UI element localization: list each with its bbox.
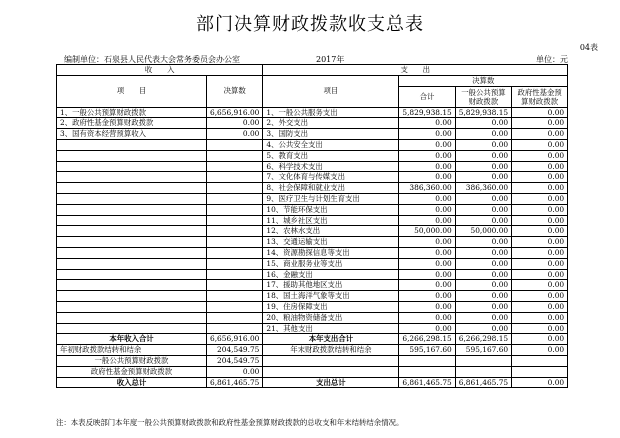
expense-total-value: 0.00 <box>399 247 455 258</box>
expense-total-value: 5,829,938.15 <box>399 107 455 118</box>
empty-cell <box>399 366 455 377</box>
income-item-value: 6,656,916.00 <box>207 107 263 118</box>
expense-total-value: 0.00 <box>399 237 455 248</box>
carry-in-value: 204,549.75 <box>207 345 263 356</box>
table-row <box>57 247 568 258</box>
expense-total-value: 0.00 <box>399 204 455 215</box>
expense-total-value: 0.00 <box>399 161 455 172</box>
table-row <box>57 107 568 118</box>
empty-cell <box>512 366 568 377</box>
expense-item-label: 13、交通运输支出 <box>263 237 399 248</box>
header-row-2 <box>57 75 568 86</box>
expense-item-label: 17、援助其他地区支出 <box>263 280 399 291</box>
expense-item-label: 6、科学技术支出 <box>263 161 399 172</box>
income-empty-cell <box>57 226 207 237</box>
table-row <box>57 280 568 291</box>
expense-item-label: 2、外交支出 <box>263 118 399 129</box>
expense-total-value: 0.00 <box>399 280 455 291</box>
expense-total-value: 0.00 <box>399 118 455 129</box>
expense-fund-value: 0.00 <box>512 129 568 140</box>
general-col-header: 一般公共预算财政拨款 <box>455 86 511 107</box>
income-empty-cell <box>207 280 263 291</box>
expense-item-label: 12、农林水支出 <box>263 226 399 237</box>
income-empty-cell <box>207 237 263 248</box>
expense-total-value: 0.00 <box>399 291 455 302</box>
income-year-value: 6,656,916.00 <box>207 334 263 345</box>
expense-item-label: 21、其他支出 <box>263 323 399 334</box>
income-empty-cell <box>57 139 207 150</box>
carry-in-fund-value: 0.00 <box>207 366 263 377</box>
income-empty-cell <box>207 150 263 161</box>
carry-row <box>57 345 568 356</box>
income-empty-cell <box>207 301 263 312</box>
income-item-header: 项 目 <box>57 75 207 107</box>
carry-fund-row <box>57 366 568 377</box>
expense-general-value: 0.00 <box>455 247 511 258</box>
table-row <box>57 150 568 161</box>
expense-total-value: 0.00 <box>399 312 455 323</box>
carry-out-fund: 0.00 <box>512 345 568 356</box>
expense-general-value: 0.00 <box>455 150 511 161</box>
income-year-row <box>57 334 568 345</box>
expense-item-header: 项目 <box>263 75 399 107</box>
header-row-1 <box>57 65 568 76</box>
expense-item-label: 3、国防支出 <box>263 129 399 140</box>
expense-fund-value: 0.00 <box>512 226 568 237</box>
total-col-header: 合计 <box>399 86 455 107</box>
income-empty-cell <box>57 161 207 172</box>
expense-total-value: 0.00 <box>399 172 455 183</box>
income-empty-cell <box>207 215 263 226</box>
compiling-unit: 编制单位：石泉县人民代表大会常务委员会办公室 <box>64 55 240 64</box>
income-empty-cell <box>207 258 263 269</box>
expense-item-label: 1、一般公共服务支出 <box>263 107 399 118</box>
expense-fund-value: 0.00 <box>512 139 568 150</box>
expense-total-value: 0.00 <box>399 215 455 226</box>
expense-total-value: 0.00 <box>399 129 455 140</box>
table-body <box>57 65 568 388</box>
table-row <box>57 215 568 226</box>
page-title: 部门决算财政拨款收支总表 <box>196 14 424 35</box>
table-row <box>57 204 568 215</box>
expense-item-label: 7、文化体育与传媒支出 <box>263 172 399 183</box>
expense-fund-value: 0.00 <box>512 258 568 269</box>
income-empty-cell <box>207 269 263 280</box>
carry-in-general-value: 204,549.75 <box>207 355 263 366</box>
expense-fund-value: 0.00 <box>512 312 568 323</box>
table-row <box>57 323 568 334</box>
table-row <box>57 183 568 194</box>
empty-cell <box>512 355 568 366</box>
income-amount-header: 决算数 <box>207 75 263 107</box>
expense-general-value: 0.00 <box>455 258 511 269</box>
expense-year-fund: 0.00 <box>512 334 568 345</box>
expense-total-label: 支出总计 <box>263 377 399 388</box>
expense-total-value: 0.00 <box>399 193 455 204</box>
table-row <box>57 269 568 280</box>
expense-fund-value: 0.00 <box>512 107 568 118</box>
income-item-value: 0.00 <box>207 118 263 129</box>
expense-item-label: 19、住房保障支出 <box>263 301 399 312</box>
income-empty-cell <box>207 183 263 194</box>
empty-cell <box>263 355 399 366</box>
expense-year-total: 6,266,298.15 <box>399 334 455 345</box>
income-item-label: 1、一般公共预算财政拨款 <box>57 107 207 118</box>
empty-cell <box>455 355 511 366</box>
expense-general-value: 0.00 <box>455 301 511 312</box>
income-empty-cell <box>207 204 263 215</box>
expense-item-label: 4、公共安全支出 <box>263 139 399 150</box>
expense-item-label: 15、商业服务业等支出 <box>263 258 399 269</box>
table-row <box>57 301 568 312</box>
income-empty-cell <box>57 291 207 302</box>
expense-item-label: 9、医疗卫生与计划生育支出 <box>263 193 399 204</box>
expense-item-label: 10、节能环保支出 <box>263 204 399 215</box>
income-total-value: 6,861,465.75 <box>207 377 263 388</box>
table-row <box>57 258 568 269</box>
expense-general-value: 0.00 <box>455 215 511 226</box>
expense-fund-value: 0.00 <box>512 161 568 172</box>
income-empty-cell <box>207 139 263 150</box>
income-empty-cell <box>57 172 207 183</box>
expense-general-value: 0.00 <box>455 129 511 140</box>
expense-fund-value: 0.00 <box>512 237 568 248</box>
budget-table <box>56 64 568 388</box>
table-row <box>57 312 568 323</box>
carry-out-general: 595,167.60 <box>455 345 511 356</box>
expense-item-label: 20、粮油物资储备支出 <box>263 312 399 323</box>
income-empty-cell <box>57 183 207 194</box>
expense-total-value: 0.00 <box>399 258 455 269</box>
income-empty-cell <box>57 193 207 204</box>
report-year: 2017年 <box>316 55 345 64</box>
table-row <box>57 129 568 140</box>
expense-general-value: 0.00 <box>455 280 511 291</box>
expense-fund-value: 0.00 <box>512 301 568 312</box>
carry-general-row <box>57 355 568 366</box>
expense-year-label: 本年支出合计 <box>263 334 399 345</box>
table-row <box>57 237 568 248</box>
expense-general-value: 0.00 <box>455 161 511 172</box>
table-row <box>57 161 568 172</box>
expense-fund-value: 0.00 <box>512 280 568 291</box>
expense-general-value: 0.00 <box>455 118 511 129</box>
income-item-label: 2、政府性基金预算财政拨款 <box>57 118 207 129</box>
expense-fund-value: 0.00 <box>512 291 568 302</box>
income-empty-cell <box>207 312 263 323</box>
expense-general-value: 50,000.00 <box>455 226 511 237</box>
expense-total-value: 0.00 <box>399 269 455 280</box>
empty-cell <box>263 366 399 377</box>
expense-general-value: 5,829,938.15 <box>455 107 511 118</box>
expense-fund-value: 0.00 <box>512 183 568 194</box>
income-empty-cell <box>57 204 207 215</box>
expense-item-label: 5、教育支出 <box>263 150 399 161</box>
income-empty-cell <box>207 161 263 172</box>
grand-total-row <box>57 377 568 388</box>
expense-general-value: 0.00 <box>455 312 511 323</box>
table-row <box>57 139 568 150</box>
carry-out-total: 595,167.60 <box>399 345 455 356</box>
expense-general-value: 0.00 <box>455 237 511 248</box>
expense-general-value: 0.00 <box>455 193 511 204</box>
expense-general-value: 386,360.00 <box>455 183 511 194</box>
carry-in-general-label: 一般公共预算财政拨款 <box>57 355 207 366</box>
table-row <box>57 226 568 237</box>
income-empty-cell <box>57 323 207 334</box>
income-item-value: 0.00 <box>207 129 263 140</box>
expense-total-value: 0.00 <box>399 301 455 312</box>
form-number: 04表 <box>579 43 598 52</box>
income-total-label: 收入总计 <box>57 377 207 388</box>
expense-general-value: 0.00 <box>455 172 511 183</box>
income-year-label: 本年收入合计 <box>57 334 207 345</box>
expense-general-value: 0.00 <box>455 323 511 334</box>
expense-year-general: 6,266,298.15 <box>455 334 511 345</box>
carry-in-label: 年初财政拨款结转和结余 <box>57 345 207 356</box>
expense-total-value: 0.00 <box>399 139 455 150</box>
expense-header: 支 出 <box>263 65 568 76</box>
income-empty-cell <box>207 193 263 204</box>
expense-item-label: 11、城乡社区支出 <box>263 215 399 226</box>
income-empty-cell <box>57 237 207 248</box>
income-empty-cell <box>207 247 263 258</box>
expense-total-value: 386,360.00 <box>399 183 455 194</box>
expense-fund-value: 0.00 <box>512 323 568 334</box>
expense-item-label: 8、社会保障和就业支出 <box>263 183 399 194</box>
table-row <box>57 118 568 129</box>
expense-fund-value: 0.00 <box>512 118 568 129</box>
expense-grand-fund: 0.00 <box>512 377 568 388</box>
currency-unit: 单位：元 <box>536 55 568 64</box>
expense-fund-value: 0.00 <box>512 247 568 258</box>
income-empty-cell <box>57 280 207 291</box>
expense-fund-value: 0.00 <box>512 172 568 183</box>
carry-in-fund-label: 政府性基金预算财政拨款 <box>57 366 207 377</box>
expense-item-label: 16、金融支出 <box>263 269 399 280</box>
expense-fund-value: 0.00 <box>512 150 568 161</box>
income-empty-cell <box>207 323 263 334</box>
income-header: 收 入 <box>57 65 263 76</box>
expense-total-value: 50,000.00 <box>399 226 455 237</box>
empty-cell <box>399 355 455 366</box>
table-row <box>57 291 568 302</box>
table-row <box>57 193 568 204</box>
expense-grand-total: 6,861,465.75 <box>399 377 455 388</box>
expense-item-label: 14、资源勘探信息等支出 <box>263 247 399 258</box>
income-empty-cell <box>57 258 207 269</box>
expense-fund-value: 0.00 <box>512 193 568 204</box>
income-empty-cell <box>57 269 207 280</box>
income-empty-cell <box>207 226 263 237</box>
income-empty-cell <box>207 291 263 302</box>
expense-general-value: 0.00 <box>455 291 511 302</box>
income-empty-cell <box>57 301 207 312</box>
fund-col-header: 政府性基金预算财政拨款 <box>512 86 568 107</box>
expense-general-value: 0.00 <box>455 269 511 280</box>
expense-total-value: 0.00 <box>399 323 455 334</box>
income-empty-cell <box>57 215 207 226</box>
expense-item-label: 18、国土海洋气象等支出 <box>263 291 399 302</box>
expense-total-value: 0.00 <box>399 150 455 161</box>
table-row <box>57 172 568 183</box>
carry-out-label: 年末财政拨款结转和结余 <box>263 345 399 356</box>
expense-fund-value: 0.00 <box>512 215 568 226</box>
income-empty-cell <box>57 150 207 161</box>
expense-fund-value: 0.00 <box>512 269 568 280</box>
expense-fund-value: 0.00 <box>512 204 568 215</box>
expense-general-value: 0.00 <box>455 204 511 215</box>
income-empty-cell <box>207 172 263 183</box>
empty-cell <box>455 366 511 377</box>
income-empty-cell <box>57 247 207 258</box>
expense-amount-header: 决算数 <box>399 75 568 86</box>
expense-general-value: 0.00 <box>455 139 511 150</box>
income-item-label: 3、国有资本经营预算收入 <box>57 129 207 140</box>
expense-grand-general: 6,861,465.75 <box>455 377 511 388</box>
income-empty-cell <box>57 312 207 323</box>
footnote: 注：本表反映部门本年度一般公共预算财政拨款和政府性基金预算财政拨款的总收支和年末结转结余情况。 <box>56 418 404 427</box>
